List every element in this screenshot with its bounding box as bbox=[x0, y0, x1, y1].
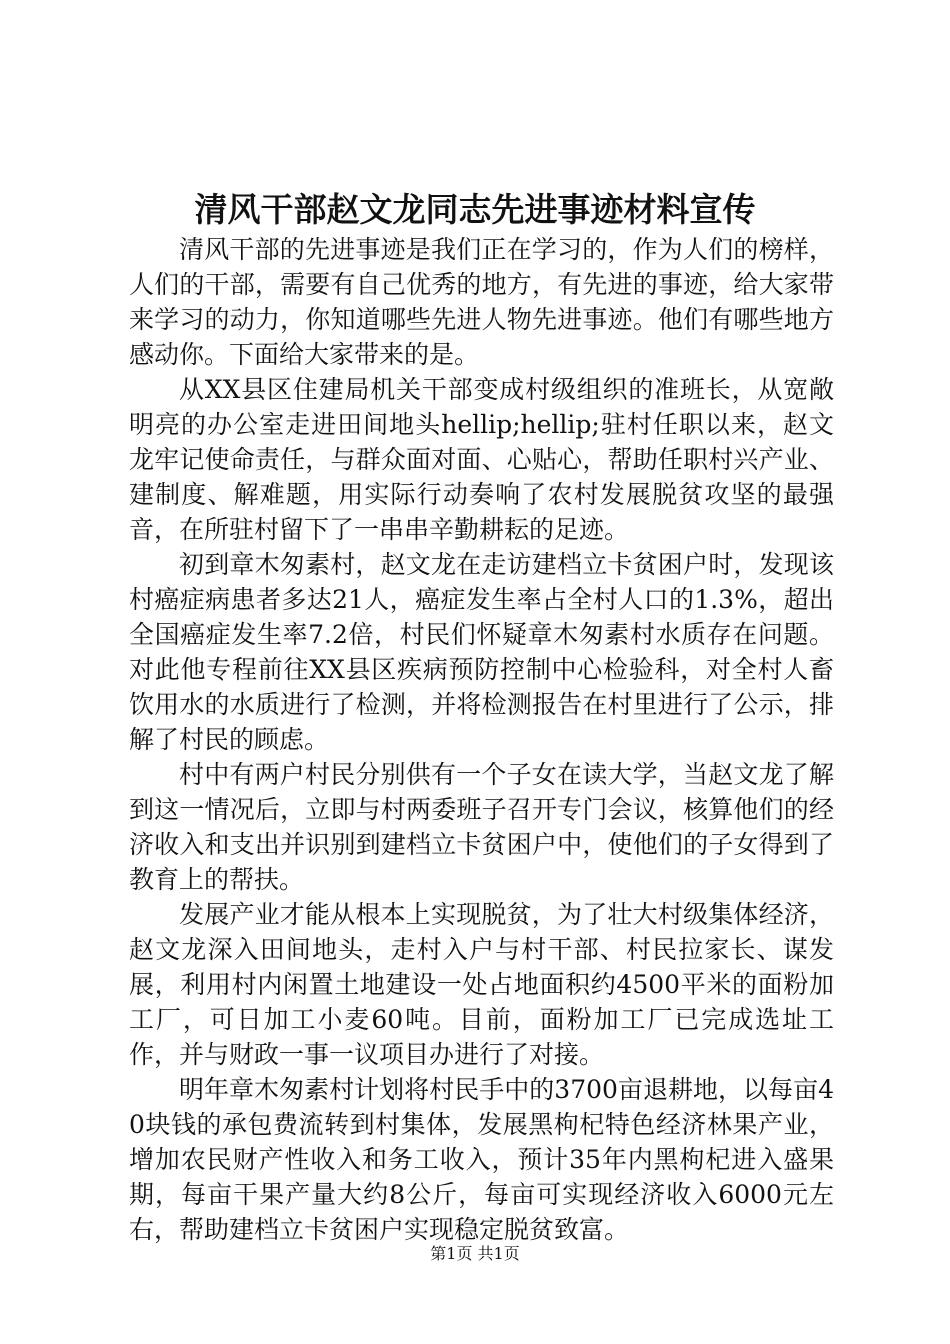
page-footer: 第1页 共1页 bbox=[430, 1244, 520, 1263]
document-body bbox=[129, 232, 834, 1247]
paragraph-water-quality: 初到章木匆素村，赵文龙在走访建档立卡贫困户时，发现该村癌症病患者多达21人，癌症发生率占全村人口的1.3%，超出全国癌症发生率7.2倍，村民们怀疑章木匆素村水质存在问题。对此他专程前往XX县区疾病预防控制中心检验科，对全村人畜饮用水的水质进行了检测，并将检测报告在村里进行了公示，排解了村民的顾虑。 bbox=[129, 550, 834, 754]
paragraph-intro: 清风干部的先进事迹是我们正在学习的，作为人们的榜样，人们的干部，需要有自己优秀的地方，有先进的事迹，给大家带来学习的动力，你知道哪些先进人物先进事迹。他们有哪些地方感动你。下面给大家带来的是。 bbox=[129, 235, 834, 369]
paragraph-village-role: 从XX县区住建局机关干部变成村级组织的准班长，从宽敞明亮的办公室走进田间地头hellip;hellip;驻村任职以来，赵文龙牢记使命责任，与群众面对面、心贴心，帮助任职村兴产业、建制度、解难题，用实际行动奏响了农村发展脱贫攻坚的最强音，在所驻村留下了一串串辛勤耕耘的足迹。 bbox=[129, 375, 834, 544]
paragraph-future-plan: 明年章木匆素村计划将村民手中的3700亩退耕地，以每亩40块钱的承包费流转到村集体，发展黑枸杞特色经济林果产业，增加农民财产性收入和务工收入，预计35年内黑枸杞进入盛果期，每亩干果产量大约8公斤，每亩可实现经济收入6000元左右，帮助建档立卡贫困户实现稳定脱贫致富。 bbox=[129, 1075, 834, 1244]
paragraph-education-support: 村中有两户村民分别供有一个子女在读大学，当赵文龙了解到这一情况后，立即与村两委班子召开专门会议，核算他们的经济收入和支出并识别到建档立卡贫困户中，使他们的子女得到了教育上的帮扶。 bbox=[129, 760, 834, 894]
document-title: 清风干部赵文龙同志先进事迹材料宣传 bbox=[194, 190, 756, 229]
paragraph-industry-development: 发展产业才能从根本上实现脱贫，为了壮大村级集体经济，赵文龙深入田间地头，走村入户与村干部、村民拉家长、谋发展，利用村内闲置土地建设一处占地面积约4500平米的面粉加工厂，可日加工小麦60吨。目前，面粉加工厂已完成选址工作，并与财政一事一议项目办进行了对接。 bbox=[129, 900, 834, 1069]
